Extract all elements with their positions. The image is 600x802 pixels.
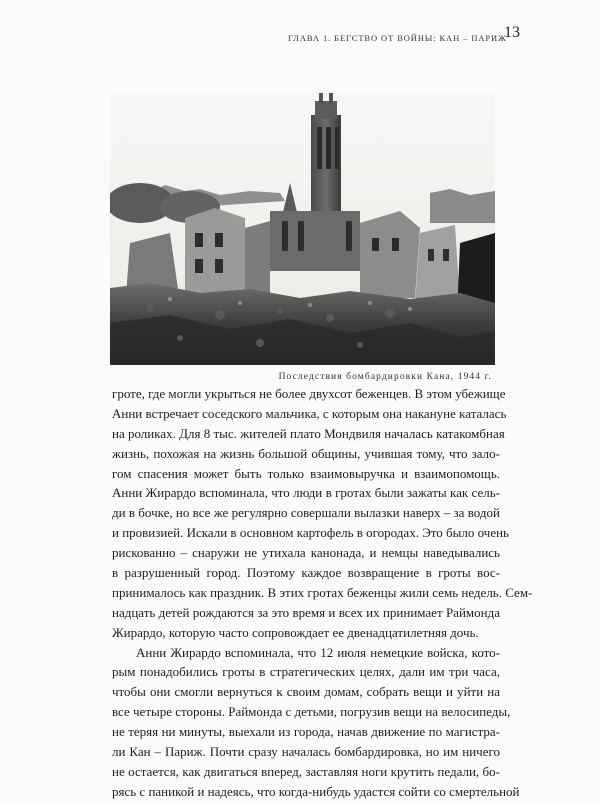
paragraph: [112, 643, 520, 802]
text-line: Анни встречает соседского мальчика, с которым она накануне каталась: [112, 405, 507, 421]
text-line: гроте, где могли укрыться не более двухсот беженцев. В этом убежище: [112, 386, 506, 401]
paragraph: [112, 384, 533, 643]
body-text: [112, 384, 533, 802]
ruined-city-photo: [110, 93, 495, 365]
text-line: рискованно – снаружи не утихала канонада, и немцы наведывались: [112, 545, 500, 561]
text-line: на роликах. Для 8 тыс. жителей плато Мондвиля началась катакомбная: [112, 425, 505, 441]
text-line: Анни Жирардо вспоминала, что 12 июля немецкие войска, кото-: [136, 644, 500, 660]
text-line: гом спасения может быть только взаимовыручка и взаимопомощь.: [112, 465, 500, 481]
text-line: не остается, как двигаться вперед, заставляя ноги крутить педали, бо-: [112, 763, 500, 779]
text-line: рясь с паникой и надеясь, что когда-нибудь удастся сойти со смертельной: [112, 783, 520, 799]
text-line: Анни Жирардо вспоминала, что люди в гротах были зажаты как сель-: [112, 485, 500, 501]
text-line: и провизией. Искали в основном картофель в огородах. Это было очень: [112, 525, 509, 541]
text-line: все четыре стороны. Раймонда с детьми, погрузив вещи на велосипеды,: [112, 704, 511, 720]
text-line: принималось как праздник. В этих гротах беженцы жили семь недель. Сем-: [112, 584, 533, 600]
text-line: не теряя ни минуты, выехали из города, начав движение по магистра-: [112, 724, 500, 740]
text-line: надцать детей рождаются за это время и всех их принимает Раймонда: [112, 604, 500, 620]
text-line: ли Кан – Париж. Почти сразу началась бомбардировка, но им ничего: [112, 744, 500, 760]
text-line: в разрушенный город. Поэтому каждое возвращение в гроты вос-: [112, 565, 500, 581]
figure-caption: Последствия бомбардировки Кана, 1944 г.: [278, 372, 492, 382]
text-line: ди в бочке, но все же регулярно совершали вылазки наверх – за водой: [112, 505, 500, 521]
page-number: 13: [504, 24, 520, 41]
text-line: чтобы они смогли вернуться к своим домам, собрать вещи и уйти на: [112, 684, 500, 700]
text-line: жизнь, похожая на жизнь большой общины, учившая тому, что зало-: [112, 445, 500, 461]
text-line: Жирардо, которую часто сопровождает ее двенадцатилетняя дочь.: [112, 624, 479, 640]
text-line: рым понадобились гроты в стратегических целях, дали им три часа,: [112, 664, 500, 680]
running-header: ГЛАВА 1. БЕГСТВО ОТ ВОЙНЫ: КАН – ПАРИЖ: [288, 33, 507, 43]
